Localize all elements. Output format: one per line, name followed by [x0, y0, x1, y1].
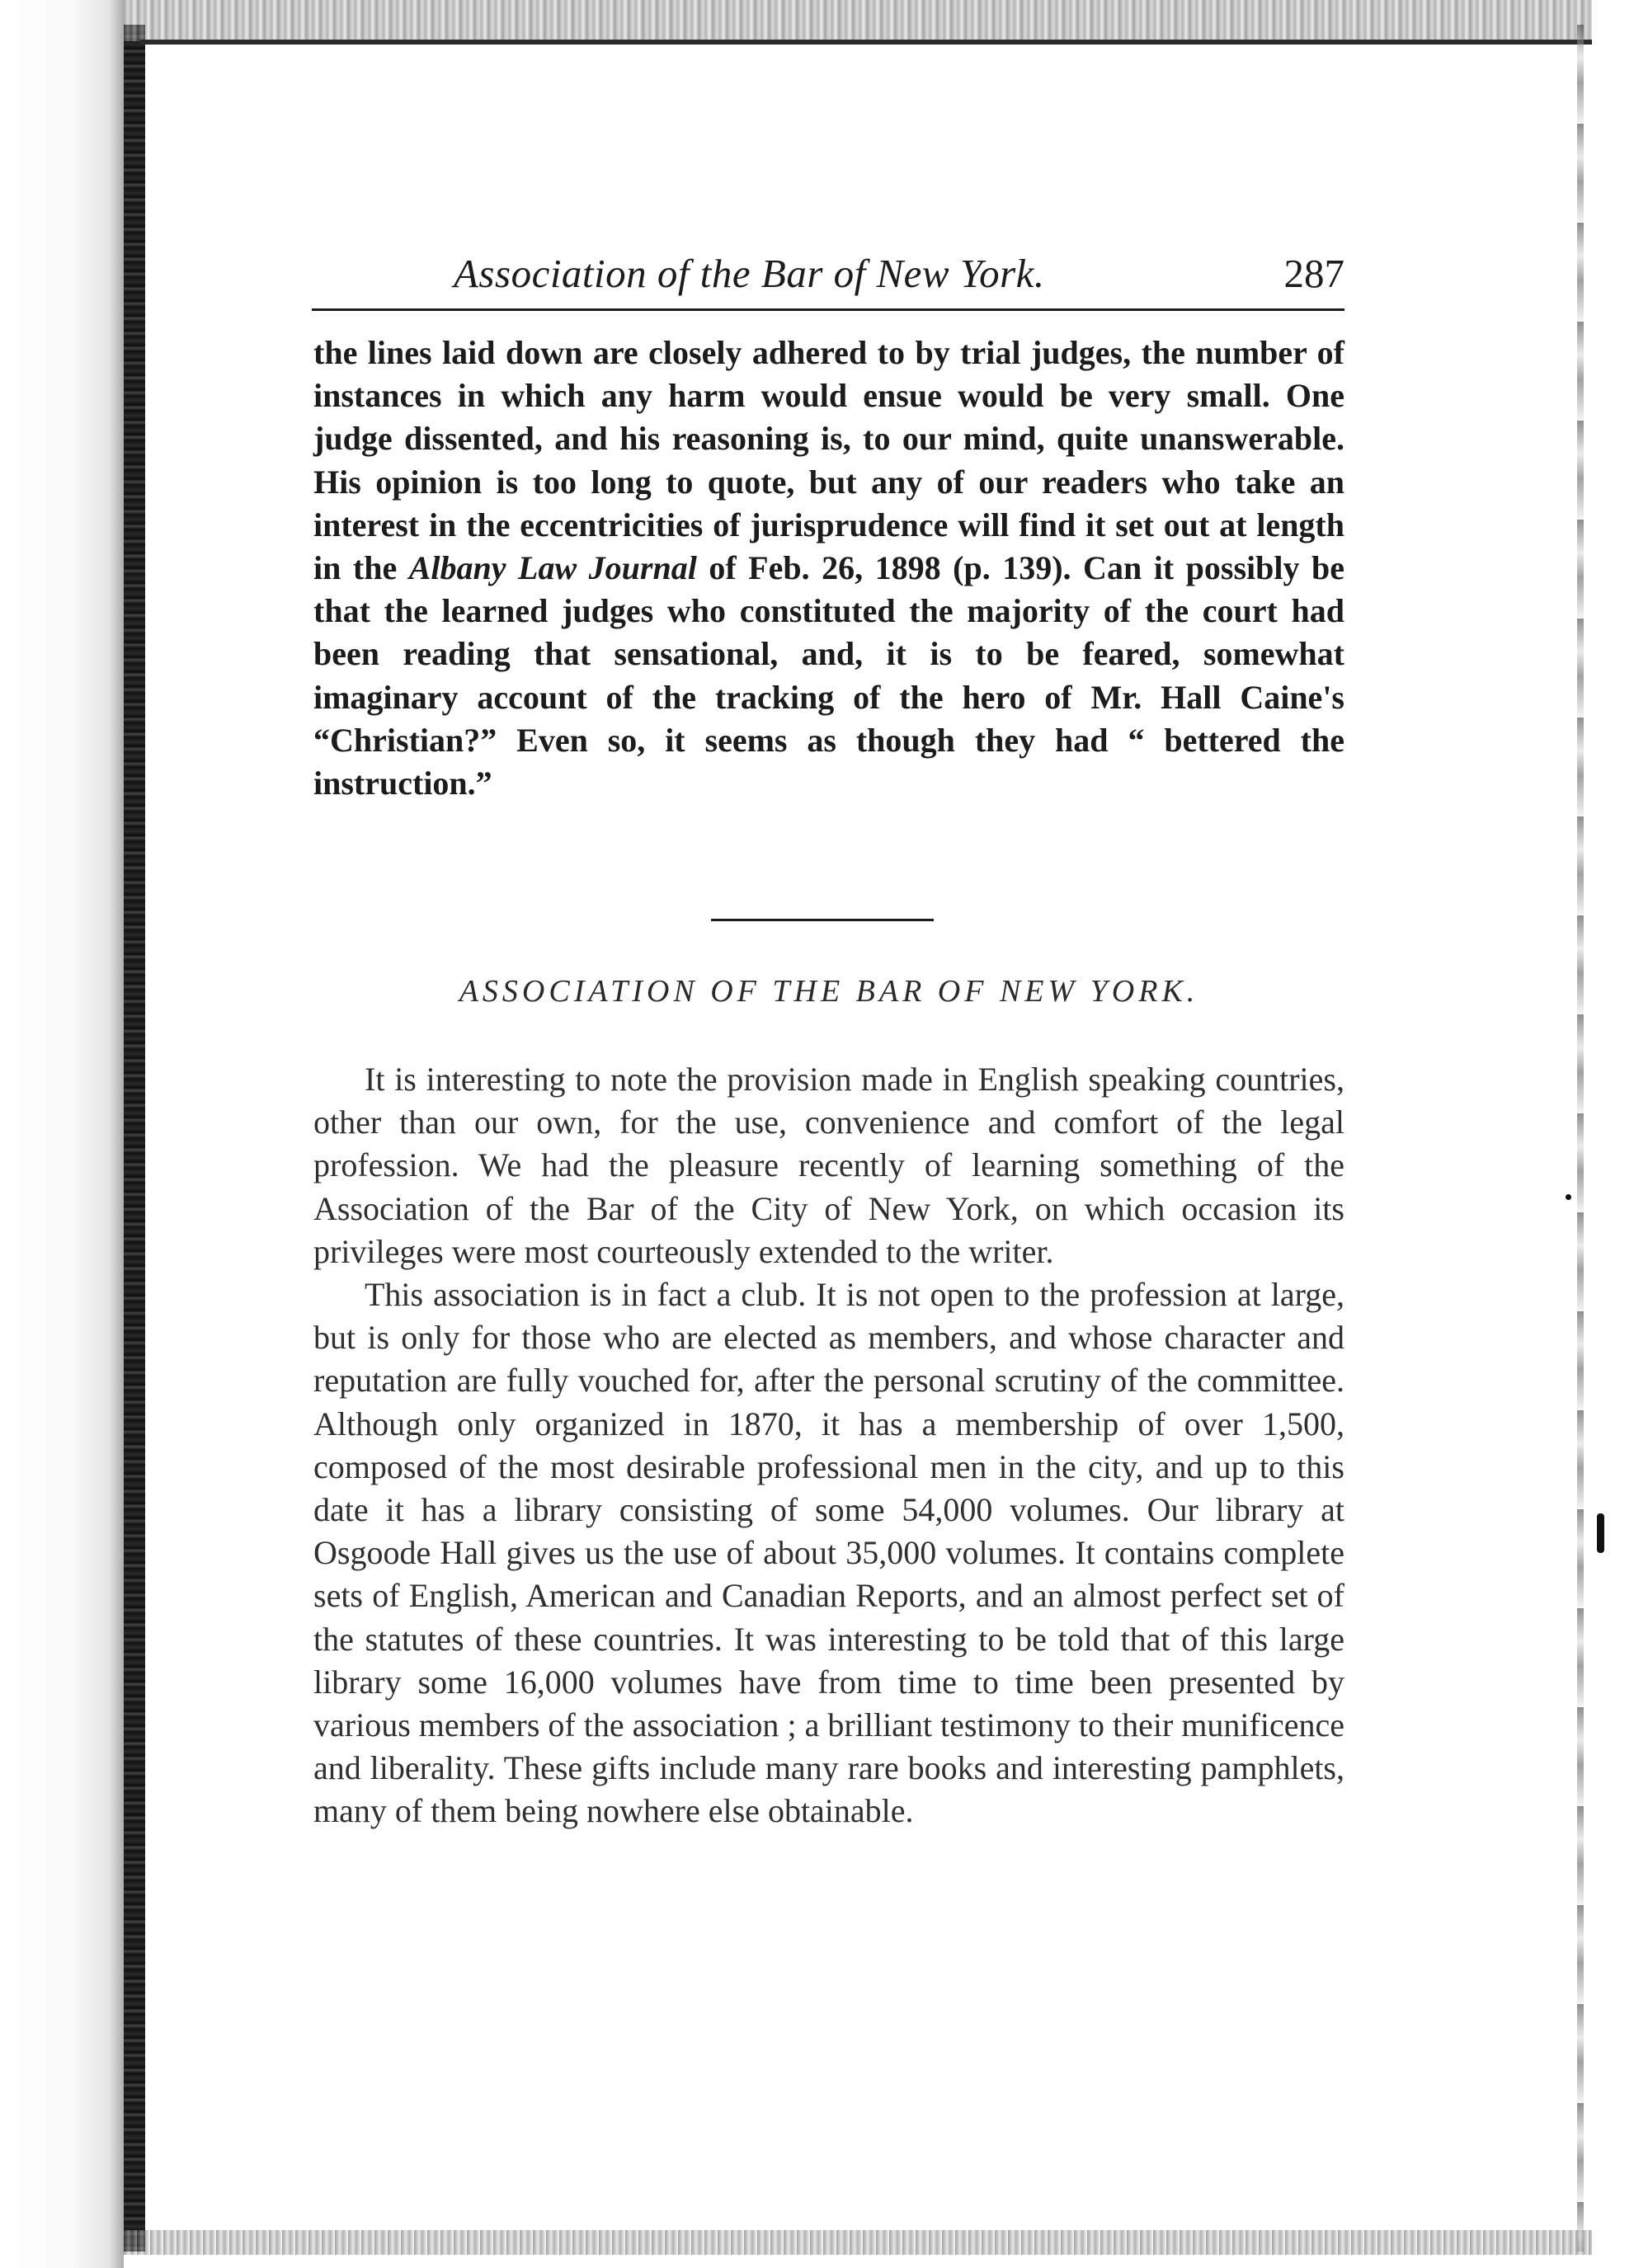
page-binding-edge — [124, 25, 145, 2252]
page-top-border — [140, 40, 1592, 45]
page-right-edge — [1577, 25, 1584, 2252]
scan-mark — [1597, 1513, 1604, 1553]
page-edge-shadow — [0, 0, 124, 2268]
page-number: 287 — [1283, 251, 1344, 296]
article-body — [313, 1058, 1344, 1833]
journal-title: Albany Law Journal — [408, 549, 697, 587]
article-paragraph: This association is in fact a club. It is not open to the profession at large, but is only for those who are elected as members, and whose character and reputation are fully vouched for, after the personal scrutiny of the committee. Although only organized in 1870, it has a membership of over 1,500, composed of the most desirable professional men in the city, and up to this date it has a library consisting of some 54,000 volumes. Our library at Osgoode Hall gives us the use of about 35,000 volumes. It contains complete sets of English, American and Canadian Reports, and an almost perfect set of the statutes of these countries. It was interesting to be told that of this large library some 16,000 volumes have from time to time been presented by various members of the association ; a brilliant testimony to their munificence and liberality. These gifts include many rare books and interesting pamphlets, many of them being nowhere else obtainable. — [313, 1276, 1344, 1830]
scan-dot — [1566, 1194, 1571, 1200]
running-title: Association of the Bar of New York. — [454, 251, 1045, 296]
paragraph-text-part-b: of Feb. 26, 1898 (p. 139). Can it possibly be that the learned judges who constituted the majority of the court had been reading that sensational, and, it is to be feared, somewhat imaginary account of the tracking of the hero of Mr. Hall Caine's “Christian?” Even so, it seems as though they had “ bettered the instruction.” — [313, 549, 1345, 802]
header-rule — [312, 308, 1344, 311]
page-top-edge — [124, 0, 1592, 41]
section-divider — [711, 919, 934, 921]
page-bottom-edge — [124, 2230, 1592, 2255]
running-head — [313, 245, 1344, 303]
continued-paragraph — [313, 332, 1344, 805]
continued-paragraph-block — [313, 332, 1344, 805]
article-paragraph: It is interesting to note the provision made in English speaking countries, other than our own, for the use, convenience and comfort of the legal profession. We had the pleasure recently of learning something of the Association of the Bar of the City of New York, on which occasion its privileges were most courteously extended to the writer. — [313, 1061, 1344, 1270]
section-heading: ASSOCIATION OF THE BAR OF NEW YORK. — [459, 974, 1199, 1009]
paragraph-text-part-a: the lines laid down are closely adhered to by trial judges, the number of instances in which any harm would ensue would be very small. One judge dissented, and his reasoning is, to our mind, quite unanswerable. His opinion is too long to quote, but any of our readers who take an interest in the eccentricities of jurisprudence will find it set out at length in the — [313, 334, 1344, 587]
